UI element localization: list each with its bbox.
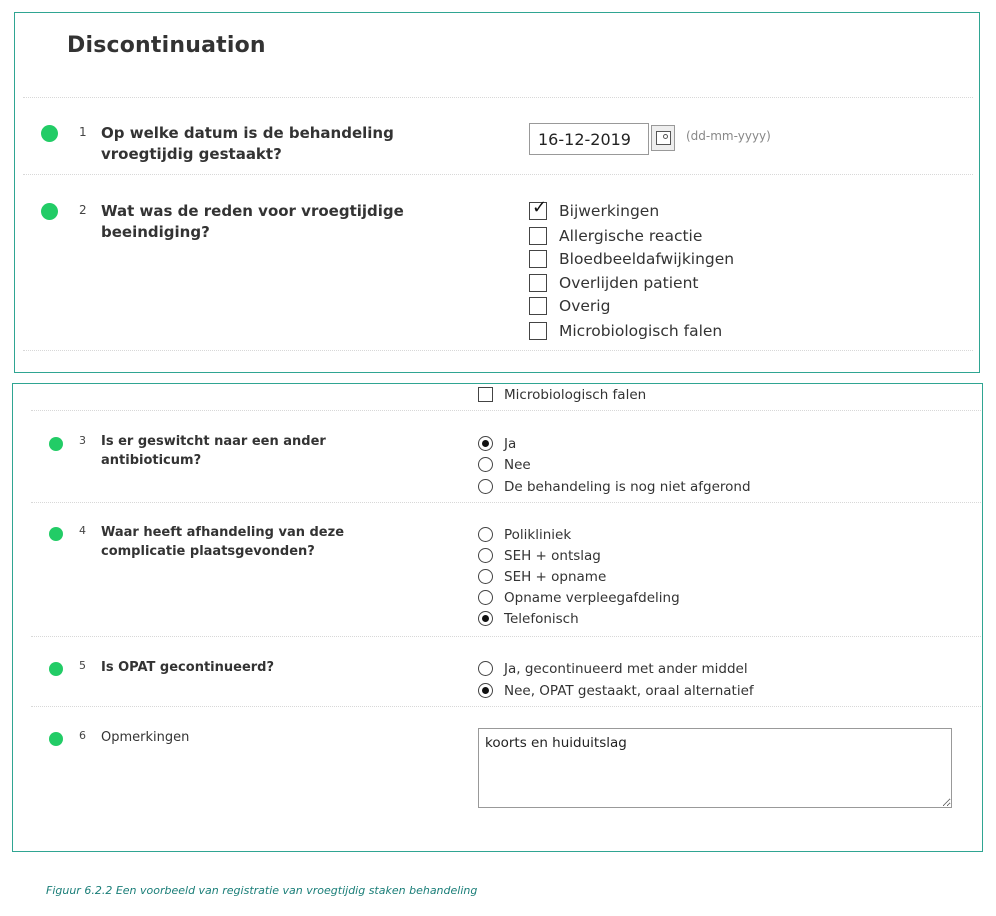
radio-option[interactable]: [478, 566, 606, 587]
option-label: Overlijden patient: [559, 274, 699, 292]
checkbox[interactable]: [529, 227, 547, 245]
checkbox[interactable]: [478, 387, 493, 402]
radio-option[interactable]: [478, 680, 754, 701]
option-label: Overig: [559, 297, 611, 315]
radio-option[interactable]: [478, 587, 680, 608]
question-number: 4: [79, 524, 86, 537]
checkbox[interactable]: [529, 250, 547, 268]
question-3-label: [101, 432, 326, 470]
checkbox-option[interactable]: [529, 294, 610, 318]
divider: [23, 97, 973, 98]
checkbox-option[interactable]: [529, 247, 734, 271]
option-label: Microbiologisch falen: [559, 322, 723, 340]
option-label: Bloedbeeldafwijkingen: [559, 250, 735, 268]
option-label: Nee, OPAT gestaakt, oraal alternatief: [504, 682, 754, 699]
radio-option[interactable]: [478, 608, 579, 629]
checkbox-option[interactable]: [529, 199, 659, 223]
radio-option[interactable]: [478, 454, 531, 475]
question-4-label: [101, 523, 344, 561]
question-5-label: [101, 658, 274, 677]
radio[interactable]: [478, 569, 493, 584]
question-number: 1: [79, 125, 87, 139]
checkbox-option[interactable]: [529, 271, 699, 295]
question-label-line: Wat was de reden voor vroegtijdige: [101, 202, 404, 220]
question-label-line: beeindiging?: [101, 223, 210, 241]
checkbox[interactable]: [529, 322, 547, 340]
question-number: 3: [79, 434, 86, 447]
option-label: Ja, gecontinueerd met ander middel: [504, 660, 748, 677]
option-label: Nee: [504, 456, 531, 473]
question-2-label: [101, 201, 404, 243]
radio-option[interactable]: [478, 433, 516, 454]
radio-selected[interactable]: [478, 611, 493, 626]
question-label-line: Is er geswitcht naar een ander: [101, 434, 326, 449]
question-number: 5: [79, 659, 86, 672]
checkmark-icon: ✓: [532, 197, 548, 218]
checkbox-option[interactable]: [529, 319, 722, 343]
checkbox-option[interactable]: [529, 224, 702, 248]
divider: [23, 350, 973, 351]
checkbox[interactable]: [529, 274, 547, 292]
question-label-line: Waar heeft afhandeling van deze: [101, 525, 345, 540]
radio[interactable]: [478, 457, 493, 472]
status-dot: [49, 437, 63, 451]
form-panel-bottom: [12, 383, 983, 852]
status-dot: [49, 732, 63, 746]
question-label-line: Op welke datum is de behandeling: [101, 124, 394, 142]
figure-caption: Figuur 6.2.2 Een voorbeeld van registratie van vroegtijdig staken behandeling: [46, 884, 478, 897]
option-label: Microbiologisch falen: [504, 386, 647, 403]
checkbox-checked[interactable]: [529, 197, 548, 220]
status-dot: [41, 125, 58, 142]
checkbox[interactable]: [529, 297, 547, 315]
radio[interactable]: [478, 527, 493, 542]
remarks-textarea[interactable]: [478, 728, 952, 808]
form-panel-top: [14, 12, 980, 373]
status-dot: [41, 203, 58, 220]
radio-option[interactable]: [478, 658, 748, 679]
question-number: 6: [79, 729, 86, 742]
calendar-button[interactable]: [651, 125, 675, 151]
option-label: De behandeling is nog niet afgerond: [504, 478, 751, 495]
radio-option[interactable]: [478, 476, 751, 497]
option-label: Allergische reactie: [559, 227, 703, 245]
option-label: Telefonisch: [504, 610, 579, 627]
radio[interactable]: [478, 661, 493, 676]
radio-selected[interactable]: [478, 683, 493, 698]
option-label: Opname verpleegafdeling: [504, 589, 680, 606]
option-label: Bijwerkingen: [559, 202, 660, 220]
divider: [31, 636, 981, 637]
date-input[interactable]: [529, 123, 649, 155]
option-label: SEH + ontslag: [504, 547, 601, 564]
status-dot: [49, 527, 63, 541]
calendar-icon: [656, 131, 671, 145]
question-label-line: Opmerkingen: [101, 730, 190, 745]
radio-option[interactable]: [478, 524, 571, 545]
divider: [23, 174, 973, 175]
radio[interactable]: [478, 548, 493, 563]
divider: [31, 410, 981, 411]
question-label-line: complicatie plaatsgevonden?: [101, 544, 315, 559]
radio-option[interactable]: [478, 545, 601, 566]
question-label-line: antibioticum?: [101, 453, 202, 468]
option-label: Ja: [504, 435, 517, 452]
form-title: Discontinuation: [67, 33, 266, 58]
radio-selected[interactable]: [478, 436, 493, 451]
option-label: Polikliniek: [504, 526, 572, 543]
question-number: 2: [79, 203, 87, 217]
option-label: SEH + opname: [504, 568, 607, 585]
question-label-line: Is OPAT gecontinueerd?: [101, 660, 275, 675]
question-1-label: [101, 123, 394, 165]
question-6-label: [101, 728, 189, 747]
checkbox-option[interactable]: [478, 384, 646, 405]
radio[interactable]: [478, 479, 493, 494]
radio[interactable]: [478, 590, 493, 605]
status-dot: [49, 662, 63, 676]
question-label-line: vroegtijdig gestaakt?: [101, 145, 282, 163]
date-format-hint: (dd-mm-yyyy): [686, 129, 771, 143]
divider: [31, 502, 981, 503]
divider: [31, 706, 981, 707]
